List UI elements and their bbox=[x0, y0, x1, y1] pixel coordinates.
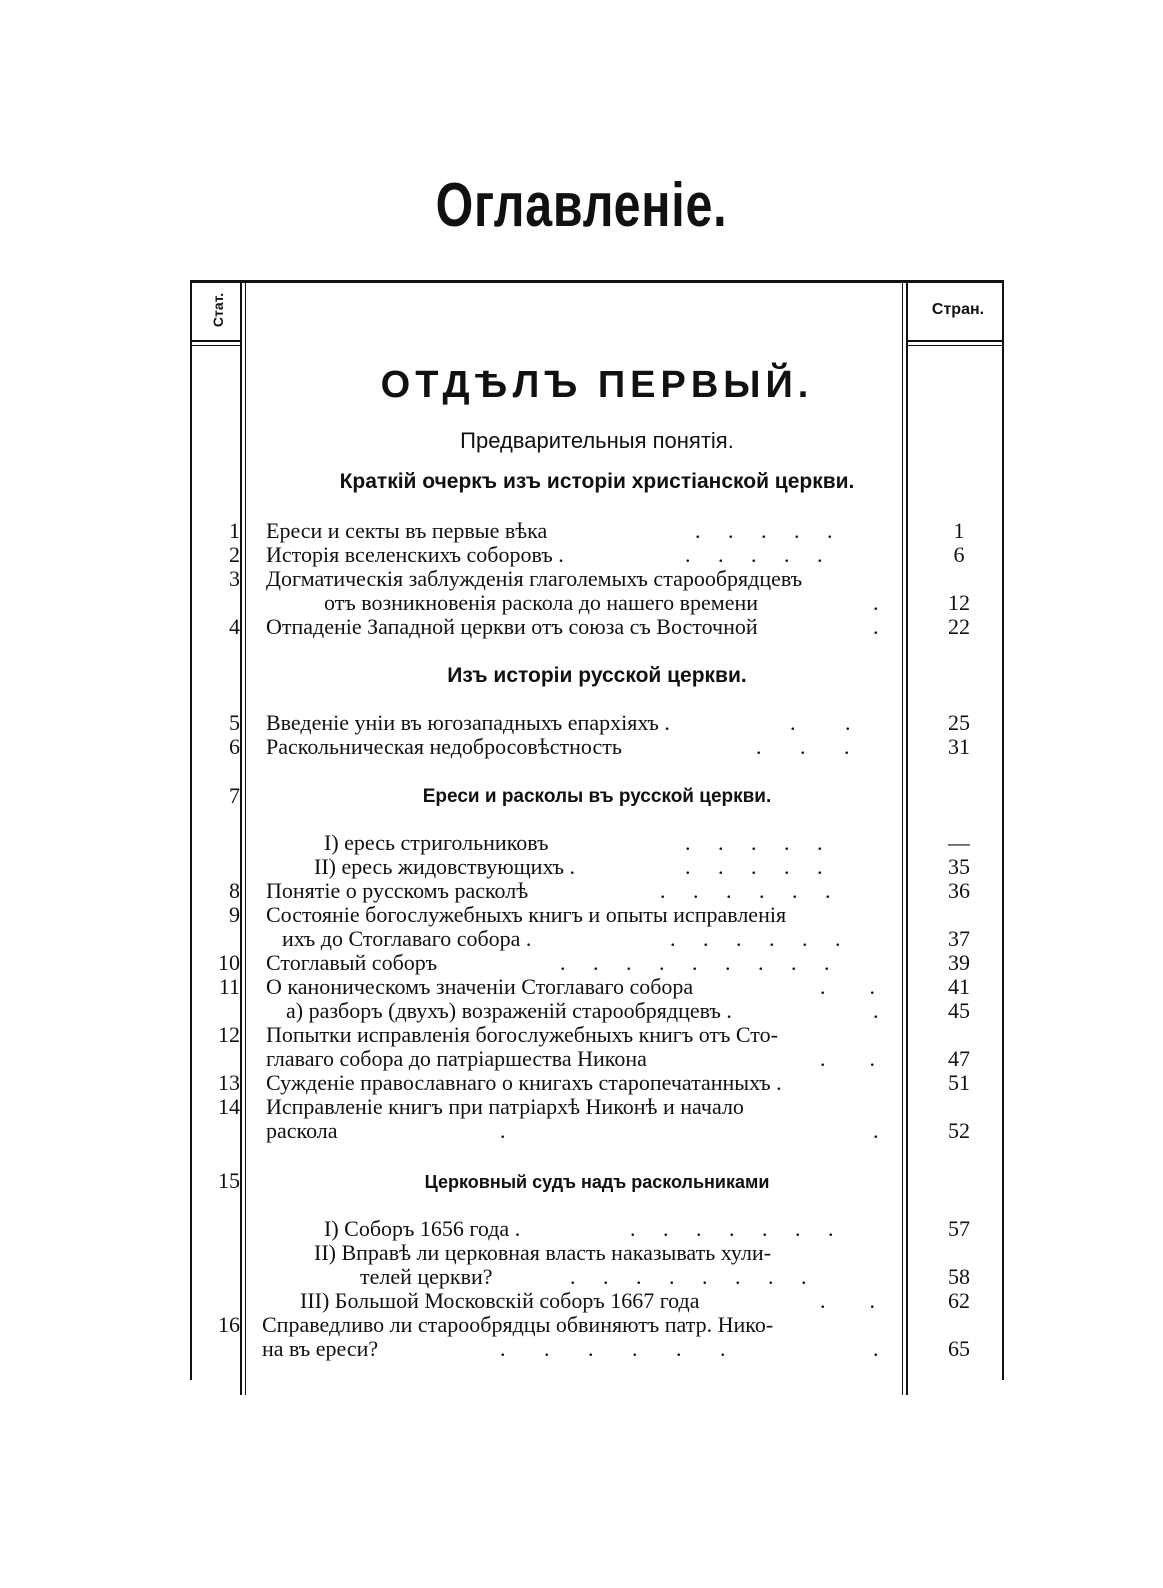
toc-entry: 7 bbox=[229, 783, 240, 808]
toc-entry: отъ возникновенія раскола до нашего времени . 12 bbox=[324, 590, 970, 615]
header-rule-left bbox=[190, 340, 242, 342]
toc-entry: 9 Состояніе богослужебныхъ книгъ и опыты исправленія bbox=[229, 902, 787, 927]
toc-entry: 16 Справедливо ли старообрядцы обвиняютъ патр. Нико- bbox=[218, 1312, 774, 1337]
toc-entry: I) ересь стригольниковъ . . . . . — bbox=[324, 830, 970, 855]
toc-entry: телей церкви? . . . . . . . . 58 bbox=[360, 1264, 970, 1289]
toc-entry: 8 Понятіе о русскомъ расколѣ . . . . . . 36 bbox=[229, 878, 970, 903]
toc-entry: III) Большой Московскій соборъ 1667 года . . 62 bbox=[300, 1288, 970, 1313]
page-column-header: Стран. bbox=[931, 301, 985, 318]
toc-entry: раскола . . 52 bbox=[266, 1118, 970, 1143]
header-rule-right bbox=[908, 340, 1004, 342]
toc-entry: 3 Догматическія заблужденія глаголемыхъ старообрядцевъ bbox=[229, 566, 803, 591]
toc-entry: 11 О каноническомъ значеніи Стоглаваго собора . . 41 bbox=[218, 974, 970, 999]
section-heading: Ереси и расколы въ русской церкви. bbox=[422, 786, 772, 807]
page-title: Оглавленiе. bbox=[435, 171, 728, 240]
toc-entry: 6 Раскольническая недобросовѣстность . . . 31 bbox=[229, 734, 970, 759]
part-subtitle: Предварительныя понятія. bbox=[460, 428, 734, 453]
toc-entry: 1 Ереси и секты въ первые вѣка . . . . . 1 bbox=[229, 518, 965, 543]
header-rule-right-2 bbox=[908, 345, 1004, 346]
top-rule bbox=[190, 280, 1004, 283]
toc-entry: ихъ до Стоглаваго собора . . . . . . . 37 bbox=[282, 926, 970, 951]
toc-entry: 15 bbox=[218, 1168, 240, 1193]
section-heading: Краткій очеркъ изъ исторіи христіанской церкви. bbox=[339, 470, 855, 493]
toc-entry: I) Соборъ 1656 года . . . . . . . . 57 bbox=[324, 1216, 970, 1241]
toc-entry: 5 Введеніе уніи въ югозападныхъ епархіяхъ . . . 25 bbox=[229, 710, 970, 735]
toc-entry: 4 Отпаденіе Западной церкви отъ союза съ Восточной . 22 bbox=[229, 614, 970, 639]
toc-entry: 2 Исторія вселенскихъ соборовъ . . . . . . 6 bbox=[229, 542, 965, 567]
toc-entry: 12 Попытки исправленія богослужебныхъ книгъ отъ Сто- bbox=[218, 1022, 778, 1047]
part-title: ОТДѢЛЪ ПЕРВЫЙ. bbox=[380, 364, 814, 406]
toc-entry: 14 Исправленіе книгъ при патріархѣ Никонѣ и начало bbox=[218, 1094, 744, 1119]
toc-entry: на въ ереси? . . . . . . . 65 bbox=[262, 1336, 970, 1361]
header-rule-left-2 bbox=[190, 345, 242, 346]
toc-entry: II) ересь жидовствующихъ . . . . . . 35 bbox=[314, 854, 970, 879]
toc-entry: II) Вправѣ ли церковная власть наказывать хули- bbox=[314, 1240, 772, 1265]
section-heading: Церковный судъ надъ раскольниками bbox=[424, 1172, 770, 1192]
contents-table bbox=[190, 280, 1004, 1395]
section-heading: Изъ исторіи русской церкви. bbox=[447, 664, 747, 687]
toc-entry: главаго собора до патріаршества Никона . . 47 bbox=[266, 1046, 970, 1071]
toc-entry: 10 Стоглавый соборъ . . . . . . . . . 39 bbox=[218, 950, 970, 975]
toc-entry: а) разборъ (двухъ) возраженій старообрядцевъ . . 45 bbox=[286, 998, 970, 1023]
toc-entry: 13 Сужденіе православнаго о книгахъ старопечатанныхъ . 51 bbox=[218, 1070, 970, 1095]
stat-column-header: Стат. bbox=[210, 292, 226, 328]
